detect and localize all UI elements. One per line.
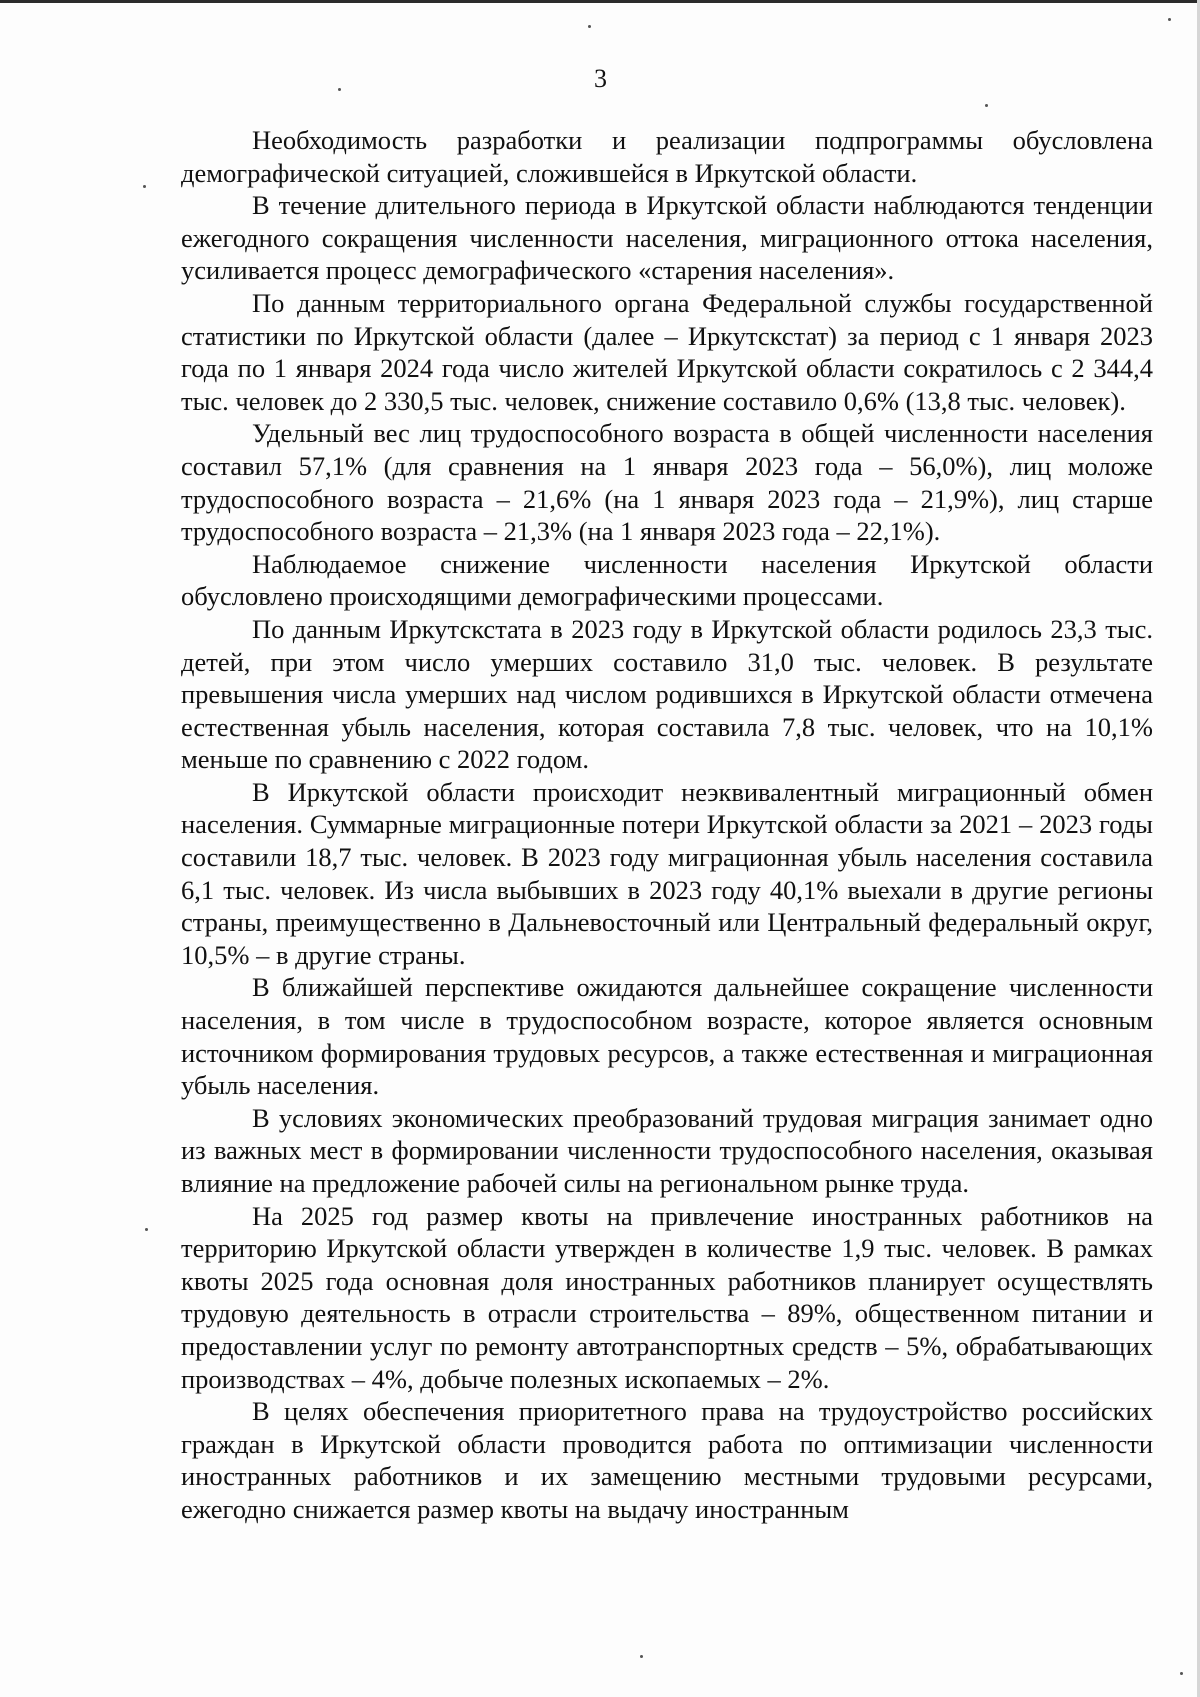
paragraph: В ближайшей перспективе ожидаются дальнейшее сокращение численности населения, в том числе в трудоспособном возрасте, которое является основным источником формирования трудовых ресурсов, а также естественная и миграционная убыль населения. bbox=[181, 972, 1153, 1101]
scan-speck bbox=[588, 25, 591, 28]
paragraph: В Иркутской области происходит неэквивалентный миграционный обмен населения. Суммарные миграционные потери Иркутской области за 2021 – 2023 годы составили 18,7 тыс. человек. В 2023 году миграционная убыль населения составила 6,1 тыс. человек. Из числа выбывших в 2023 году 40,1% выехали в другие регионы страны, преимущественно в Дальневосточный или Центральный федеральный округ, 10,5% – в другие страны. bbox=[181, 776, 1153, 970]
document-body bbox=[181, 124, 1153, 1526]
scan-speck bbox=[143, 185, 146, 188]
scan-speck bbox=[640, 1655, 643, 1658]
paragraph: Необходимость разработки и реализации подпрограммы обусловлена демографической ситуацией, сложившейся в Иркутской области. bbox=[181, 125, 1153, 188]
paragraph: На 2025 год размер квоты на привлечение иностранных работников на территорию Иркутской области утвержден в количестве 1,9 тыс. человек. В рамках квоты 2025 года основная доля иностранных работников планирует осуществлять трудовую деятельность в отрасли строительства – 89%, общественном питании и предоставлении услуг по ремонту автотранспортных средств – 5%, обрабатывающих производствах – 4%, добыче полезных ископаемых – 2%. bbox=[181, 1200, 1153, 1394]
paragraph: По данным территориального органа Федеральной службы государственной статистики по Иркутской области (далее – Иркутскстат) за период с 1 января 2023 года по 1 января 2024 года число жителей Иркутской области сократилось с 2 344,4 тыс. человек до 2 330,5 тыс. человек, снижение составило 0,6% (13,8 тыс. человек). bbox=[181, 287, 1153, 416]
page-number: 3 bbox=[594, 64, 607, 93]
scan-speck bbox=[1180, 1672, 1183, 1675]
scan-speck bbox=[985, 104, 988, 107]
paragraph: Наблюдаемое снижение численности населения Иркутской области обусловлено происходящими демографическими процессами. bbox=[181, 548, 1153, 612]
paragraph: По данным Иркутскстата в 2023 году в Иркутской области родилось 23,3 тыс. детей, при этом число умерших составило 31,0 тыс. человек. В результате превышения числа умерших над числом родившихся в Иркутской области отмечена естественная убыль населения, которая составила 7,8 тыс. человек, что на 10,1% меньше по сравнению с 2022 годом. bbox=[181, 613, 1153, 775]
paragraph: В условиях экономических преобразований трудовая миграция занимает одно из важных мест в формировании численности трудоспособного населения, оказывая влияние на предложение рабочей силы на региональном рынке труда. bbox=[181, 1102, 1153, 1198]
scan-speck bbox=[1168, 18, 1171, 21]
paragraph: В целях обеспечения приоритетного права на трудоустройство российских граждан в Иркутской области проводится работа по оптимизации численности иностранных работников и их замещению местными трудовыми ресурсами, ежегодно снижается размер квоты на выдачу иностранным bbox=[181, 1396, 1153, 1524]
scan-top-edge bbox=[0, 0, 1200, 3]
paragraph: Удельный вес лиц трудоспособного возраста в общей численности населения составил 57,1% (для сравнения на 1 января 2023 года – 56,0%), лиц моложе трудоспособного возраста – 21,6% (на 1 января 2023 года – 21,9%), лиц старше трудоспособного возраста – 21,3% (на 1 января 2023 года – 22,1%). bbox=[181, 418, 1153, 547]
scan-speck bbox=[338, 88, 341, 91]
scan-speck bbox=[145, 1228, 148, 1231]
paragraph: В течение длительного периода в Иркутской области наблюдаются тенденции ежегодного сокращения численности населения, миграционного оттока населения, усиливается процесс демографического «старения населения». bbox=[181, 190, 1153, 286]
